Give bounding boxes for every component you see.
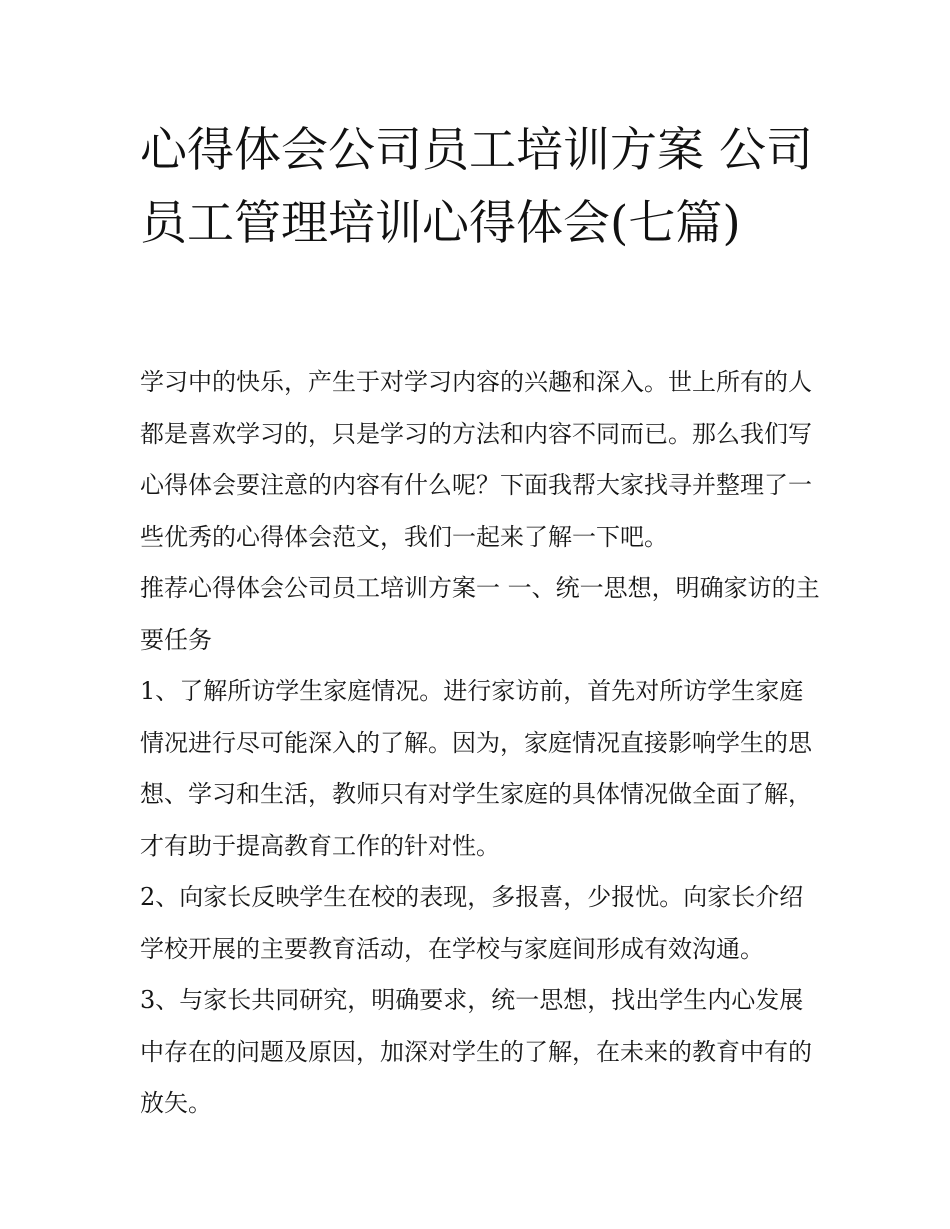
item-2-paragraph: 2、向家长反映学生在校的表现，多报喜，少报忧。向家长介绍学校开展的主要教育活动，在学校与家庭间形成有效沟通。 bbox=[140, 883, 804, 963]
document-title: 心得体会公司员工培训方案 公司员工管理培训心得体会(七篇) bbox=[140, 123, 813, 251]
section-heading-paragraph: 推荐心得体会公司员工培训方案一 一、统一思想，明确家访的主要任务 bbox=[140, 574, 820, 654]
document-body bbox=[140, 357, 820, 1130]
item-3-paragraph: 3、与家长共同研究，明确要求，统一思想，找出学生内心发展中存在的问题及原因，加深对学生的了解，在未来的教育中有的放矢。 bbox=[140, 986, 812, 1117]
item-1-paragraph: 1、了解所访学生家庭情况。进行家访前，首先对所访学生家庭情况进行尽可能深入的了解。因为，家庭情况直接影响学生的思想、学习和生活，教师只有对学生家庭的具体情况做全面了解，才有助于提高教育工作的针对性。 bbox=[140, 677, 812, 860]
intro-paragraph: 学习中的快乐，产生于对学习内容的兴趣和深入。世上所有的人都是喜欢学习的，只是学习的方法和内容不同而已。那么我们写心得体会要注意的内容有什么呢？下面我帮大家找寻并整理了一些优秀的心得体会范文，我们一起来了解一下吧。 bbox=[140, 368, 812, 551]
